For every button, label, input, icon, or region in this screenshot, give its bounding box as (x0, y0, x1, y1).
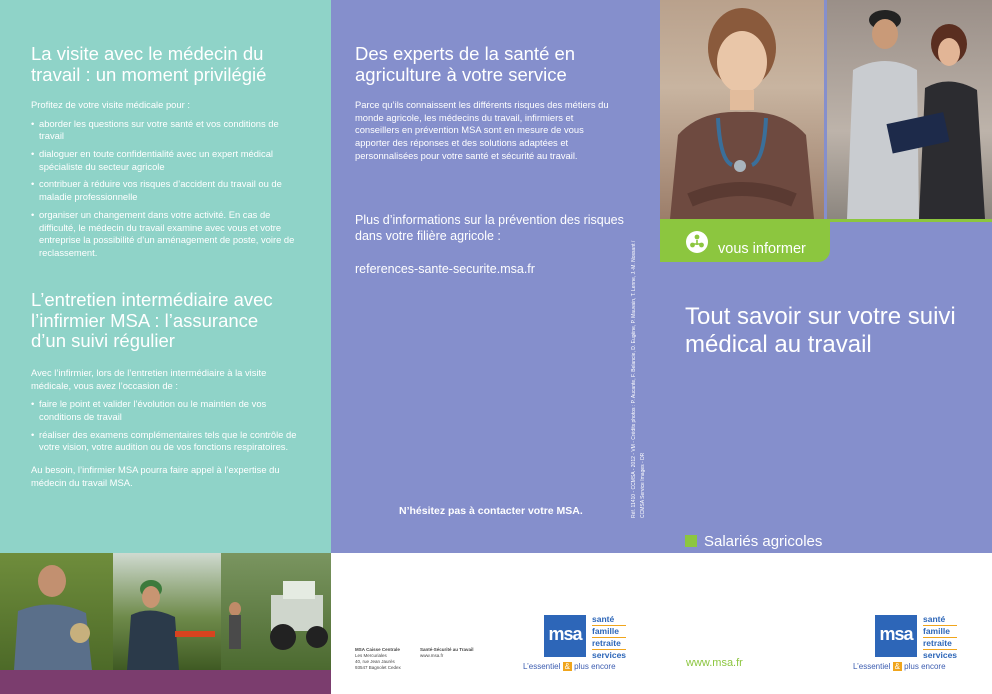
tagline-amp: & (564, 662, 570, 671)
tagline-middle (523, 662, 616, 671)
website-url-small[interactable]: www.msa.fr (420, 653, 444, 659)
logo-word: retraite (592, 638, 626, 650)
address-name: MSA Caisse Centrale (355, 647, 400, 652)
address-block (355, 647, 401, 671)
logo-word: retraite (923, 638, 957, 650)
heading-nurse-interview: L’entretien intermédiaire avec l’infirmier MSA : l’assurance d’un suivi régulier (31, 289, 273, 352)
msa-info-icon (686, 231, 708, 253)
photo-consultation (827, 0, 992, 219)
list-item: • contribuer à réduire vos risques d’accident du travail ou de maladie professionnelle (31, 178, 306, 203)
photo-worker-forest (113, 553, 221, 670)
heading-medical-visit: La visite avec le médecin du travail : un moment privilégié (31, 43, 267, 85)
logo-word: famille (923, 626, 957, 638)
category-square (685, 535, 697, 547)
intro-nurse-interview: Avec l’infirmier, lors de l’entretien intermédiaire à la visite médicale, vous avez l’occasion de : (31, 367, 267, 391)
tagline-cover (853, 662, 946, 671)
msa-logo-cover (875, 615, 917, 657)
tagline-amp: & (894, 662, 900, 671)
info-badge (660, 222, 830, 262)
address-line: 93547 Bagnolet Cedex (355, 665, 401, 671)
list-nurse-interview (31, 398, 306, 454)
info-text: Plus d’informations sur la prévention des risques dans votre filière agricole : (355, 213, 624, 244)
address-line: Les Mercuriales (355, 653, 387, 659)
photo-doctor (660, 0, 824, 219)
website-name: Santé-Sécurité au Travail (420, 647, 474, 652)
photo-credits: Réf. 11410 - CCMSA - 2012 - VM - Crédits photos : P. Aucante, F. Belancie, D. Eugène, P. Mauvain, T. Lenne, J.-M. Nossant / CCMSA Service Images - DR (631, 240, 646, 518)
address-line: 40, rue Jean Jaurès (355, 659, 395, 665)
website-block (420, 647, 474, 659)
photo-strip (0, 553, 331, 694)
list-item: • organiser un changement dans votre activité. En cas de difficulté, le médecin du travail examine avec vous et votre entreprise la possibilité d’un aménagement de poste, voire de reclassement. (31, 209, 306, 260)
experts-paragraph: Parce qu’ils connaissent les différents risques des métiers du monde agricole, les médecins du travail, infirmiers et conseillers en prévention MSA sont en mesure de vous apporter des réponses et des solutions adaptées et personnalisées pour votre santé et sécurité au travail. (355, 99, 609, 161)
middle-panel (331, 0, 660, 553)
photo-worker-plants (0, 553, 113, 670)
logo-word: santé (923, 614, 957, 626)
intro-medical-visit: Profitez de votre visite médicale pour : (31, 99, 190, 110)
logo-word: santé (592, 614, 626, 626)
logo-letters: msa (548, 624, 582, 644)
list-medical-visit (31, 118, 306, 260)
tagline-text: plus encore (904, 662, 946, 671)
msa-logo-middle (544, 615, 586, 657)
heading-experts: Des experts de la santé en agriculture à votre service (355, 43, 576, 85)
list-item: • réaliser des examens complémentaires tels que le contrôle de votre vision, votre audition ou de vos fonctions respiratoires. (31, 429, 306, 454)
logo-words-cover (923, 614, 957, 661)
photo-tractor (221, 553, 331, 670)
logo-word: famille (592, 626, 626, 638)
cover-website[interactable]: www.msa.fr (686, 657, 743, 669)
closing-text: Au besoin, l’infirmier MSA pourra faire appel à l’expertise du médecin du travail MSA. (31, 464, 280, 488)
logo-letters: msa (879, 624, 913, 644)
tagline-text: plus encore (574, 662, 616, 671)
tagline-text: L’essentiel (853, 662, 891, 671)
logo-word: services (923, 649, 958, 660)
cover-title: Tout savoir sur votre suivi médical au travail (685, 303, 956, 358)
list-item: • aborder les questions sur votre santé et vos conditions de travail (31, 118, 306, 143)
category-label: Salariés agricoles (704, 533, 823, 550)
references-link[interactable]: references-sante-securite.msa.fr (355, 262, 535, 276)
cover-panel (660, 0, 992, 553)
contact-text: N’hésitez pas à contacter votre MSA. (399, 505, 583, 517)
list-item: • faire le point et valider l’évolution ou le maintien de vos conditions de travail (31, 398, 306, 423)
logo-words-middle (592, 614, 626, 661)
list-item: • dialoguer en toute confidentialité avec un expert médical spécialiste du secteur agricole (31, 148, 306, 173)
logo-word: services (592, 649, 627, 660)
left-panel (0, 0, 331, 553)
tagline-text: L’essentiel (523, 662, 561, 671)
badge-label: vous informer (718, 241, 806, 257)
